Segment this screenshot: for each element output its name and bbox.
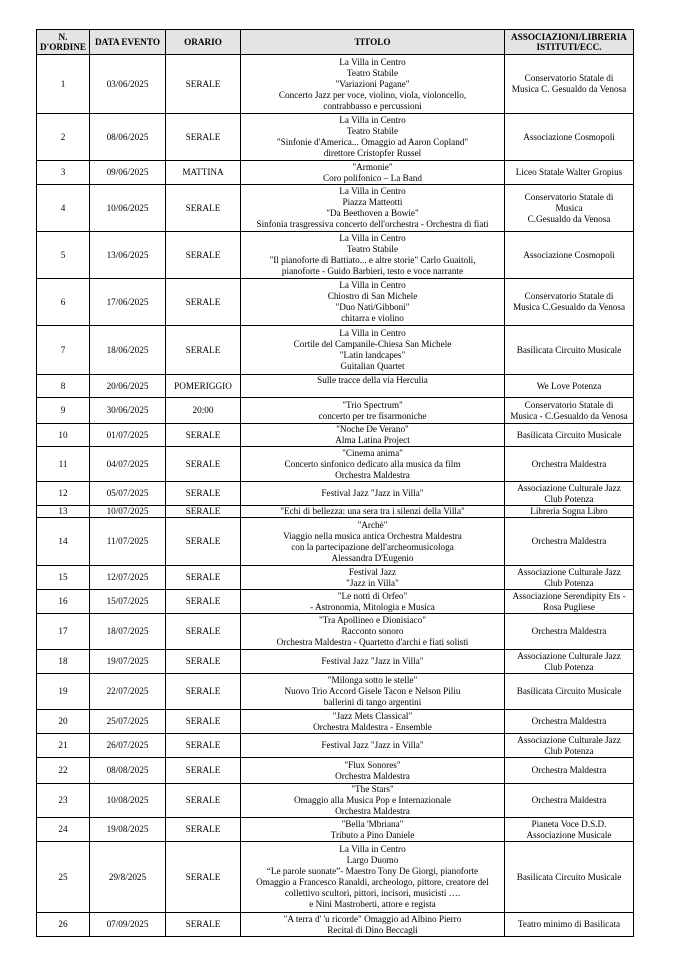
cell-date: 08/08/2025 [90,758,166,784]
cell-title [241,482,505,506]
table-row [37,398,634,424]
table-row [37,818,634,842]
title-line: Sinfonia trasgressiva concerto dell'orchestra - Orchestra di fiati [256,219,489,229]
cell-time: POMERIGGIO [166,375,241,398]
association-line: Conservatorio Statale di [524,191,614,202]
table-row [37,614,634,650]
table-row [37,650,634,674]
title-line: "Cinema anima" [342,447,403,458]
cell-date: 30/06/2025 [90,398,166,424]
title-line: La Villa in Centro [339,186,406,196]
association-line: Associazione Culturale Jazz [517,482,621,493]
association-line: Musica [555,202,583,213]
title-line: Chiostro di San Michele [327,291,418,301]
cell-order: 5 [37,232,90,279]
title-line: "Archè" [357,519,388,530]
cell-association [505,326,634,375]
cell-time: SERALE [166,818,241,842]
title-line: Orchestra Maldestra [335,469,410,480]
association-line: Associazione Culturale Jazz [517,734,621,745]
cell-title [241,566,505,590]
cell-association [505,734,634,758]
cell-association [505,842,634,913]
cell-title [241,447,505,482]
cell-time: SERALE [166,279,241,326]
cell-order: 9 [37,398,90,424]
cell-association [505,375,634,398]
cell-order: 4 [37,185,90,232]
cell-association [505,279,634,326]
cell-order: 21 [37,734,90,758]
cell-date: 03/06/2025 [90,55,166,114]
cell-title [241,650,505,674]
cell-date: 12/07/2025 [90,566,166,590]
table-row [37,161,634,185]
title-line: Orchestra Maldestra [335,770,410,781]
association-line: Teatro minimo di Basilicata [517,919,621,929]
cell-date: 19/08/2025 [90,818,166,842]
table-row [37,710,634,734]
header-time: ORARIO [166,30,241,55]
header-date: DATA EVENTO [90,30,166,55]
association-line: Associazione Serendipity Ets - [512,590,626,601]
cell-order: 19 [37,674,90,710]
cell-date: 01/07/2025 [90,424,166,447]
cell-association [505,758,634,784]
cell-time: SERALE [166,784,241,818]
title-line: chitarra e violino [341,313,404,323]
title-line: "Armonie" [352,161,393,172]
cell-order: 13 [37,506,90,518]
title-line: contrabbasso e percussioni [323,100,422,111]
title-line: "Echi di bellezza: una sera tra i silenzi della Villa" [280,506,465,516]
cell-time: SERALE [166,232,241,279]
table-row [37,114,634,161]
cell-title [241,734,505,758]
cell-order: 26 [37,913,90,937]
title-line: Cortile del Campanile-Chiesa San Michele [293,339,452,349]
cell-date: 15/07/2025 [90,590,166,614]
cell-time: SERALE [166,55,241,114]
cell-association [505,161,634,185]
title-line: Concerto sinfonico dedicato alla musica da film [284,458,461,469]
association-line: Libreria Sogna Libro [530,506,608,516]
association-line: Associazione Musicale [526,829,612,840]
cell-title [241,710,505,734]
cell-date: 10/07/2025 [90,506,166,518]
title-line: "Flux Sonores" [344,759,401,770]
cell-time: SERALE [166,326,241,375]
title-line: Festival Jazz "Jazz in Villa" [321,740,424,750]
cell-time: 20:00 [166,398,241,424]
cell-date: 07/09/2025 [90,913,166,937]
cell-time: SERALE [166,913,241,937]
association-line: Conservatorio Statale di [524,291,614,301]
cell-order: 14 [37,518,90,566]
title-line: "Da Beethoven a Bowie" [326,208,419,218]
cell-date: 10/08/2025 [90,784,166,818]
association-line: Pianeta Voce D.S.D. [531,818,607,829]
title-line: "Il pianoforte di Battiato... e altre storie" Carlo Guaitoli, [269,255,476,265]
header-order: N. D'ORDINE [37,30,90,55]
title-line: Largo Duomo [346,855,399,865]
cell-title [241,55,505,114]
association-line: Club Potenza [544,745,594,756]
title-line: "Variazioni Pagane" [335,78,410,89]
table-row [37,482,634,506]
cell-association [505,818,634,842]
cell-time: SERALE [166,114,241,161]
title-line: Racconto sonoro [341,626,404,636]
table-row [37,590,634,614]
title-line: collettivo scultori, pittori, incisori, musicisti …. [284,888,461,898]
title-line: Orchestra Maldestra - Quartetto d'archi e fiati solisti [276,637,469,647]
title-line: "Trio Spectrum" [342,399,403,410]
table-row [37,279,634,326]
cell-order: 7 [37,326,90,375]
cell-association [505,114,634,161]
title-line: "Noche De Verano" [336,424,409,434]
association-line: Associazione Cosmopoli [523,131,615,142]
cell-time: SERALE [166,185,241,232]
title-line: "Le notti di Orfeo" [337,590,408,601]
title-line: Viaggio nella musica antica Orchestra Maldestra [283,530,462,541]
cell-date: 18/06/2025 [90,326,166,375]
table-row [37,518,634,566]
cell-association [505,232,634,279]
cell-date: 19/07/2025 [90,650,166,674]
cell-time: SERALE [166,710,241,734]
title-line: Piazza Matteotti [342,197,403,207]
association-line: Associazione Culturale Jazz [517,566,621,577]
table-row [37,447,634,482]
title-line: Orchestra Maldestra [335,806,410,816]
cell-association [505,447,634,482]
title-line [242,386,503,397]
events-table [36,29,634,937]
title-line: direttore Cristopfer Russel [323,148,422,158]
title-line: ballerini di tango argentini [323,697,422,707]
cell-time: SERALE [166,518,241,566]
cell-time: SERALE [166,566,241,590]
title-line: Recital di Dino Beccagli [327,924,418,935]
title-line: "Latin landcapes" [339,350,406,360]
cell-order: 25 [37,842,90,913]
title-line: con la partecipazione dell'archeomusicologa [291,541,454,552]
cell-order: 23 [37,784,90,818]
association-line: Associazione Cosmopoli [523,249,615,260]
cell-title [241,842,505,913]
title-line: La Villa in Centro [339,844,406,854]
association-line: Conservatorio Statale di [524,399,614,410]
table-row [37,734,634,758]
cell-order: 16 [37,590,90,614]
cell-title [241,506,505,518]
cell-order: 12 [37,482,90,506]
cell-time: SERALE [166,506,241,518]
cell-time: SERALE [166,758,241,784]
cell-title [241,614,505,650]
cell-association [505,566,634,590]
cell-date: 18/07/2025 [90,614,166,650]
title-line: "Bella 'Mbriana" [341,818,404,829]
cell-association [505,913,634,937]
table-row [37,232,634,279]
title-line: "Duo Nati/Gibboni" [335,302,410,312]
cell-order: 24 [37,818,90,842]
table-body [37,55,634,937]
cell-date: 20/06/2025 [90,375,166,398]
cell-association [505,674,634,710]
title-line: "Milonga sotto le stelle" [327,675,418,685]
title-line: Teatro Stabile [346,244,399,254]
title-line: "Tra Apollineo e Dionisiaco" [319,615,426,625]
cell-title [241,185,505,232]
cell-time: SERALE [166,734,241,758]
cell-title [241,375,505,398]
title-line: La Villa in Centro [339,233,406,243]
cell-date: 05/07/2025 [90,482,166,506]
cell-title [241,232,505,279]
cell-association [505,518,634,566]
cell-date: 04/07/2025 [90,447,166,482]
cell-order: 15 [37,566,90,590]
cell-time: SERALE [166,674,241,710]
cell-order: 3 [37,161,90,185]
cell-association [505,650,634,674]
association-line: Club Potenza [544,493,594,504]
association-line: We Love Potenza [536,380,602,391]
cell-order: 22 [37,758,90,784]
cell-time: SERALE [166,650,241,674]
cell-order: 6 [37,279,90,326]
table-row [37,784,634,818]
title-line: La Villa in Centro [339,328,406,338]
title-line: pianoforte - Guido Barbieri, testo e voce narrante [281,266,464,276]
cell-title [241,758,505,784]
cell-time: SERALE [166,842,241,913]
association-line: Musica C.Gesualdo da Venosa [512,302,626,312]
cell-title [241,518,505,566]
table-row [37,506,634,518]
cell-time: SERALE [166,590,241,614]
cell-association [505,185,634,232]
cell-title [241,161,505,185]
cell-association [505,710,634,734]
table-header-row [37,30,634,55]
cell-title [241,913,505,937]
title-line: Concerto Jazz per voce, violino, viola, violoncello, [278,89,467,100]
title-line: Nuovo Trio Accord Gisele Tacon e Nelson Piliu [284,686,461,696]
cell-title [241,818,505,842]
table-row [37,375,634,398]
title-line: Guitalian Quartet [340,361,405,371]
title-line: La Villa in Centro [339,280,406,290]
title-line: "Sinfonie d'America... Omaggio ad Aaron Copland" [276,137,469,147]
association-line: Conservatorio Statale di [524,73,614,83]
table-row [37,566,634,590]
association-line: Basilicata Circuito Musicale [516,344,622,355]
cell-association [505,482,634,506]
association-line: Musica C. Gesualdo da Venosa [511,84,627,94]
title-line: Teatro Stabile [346,126,399,136]
cell-title [241,326,505,375]
table-row [37,326,634,375]
cell-order: 20 [37,710,90,734]
table-row [37,185,634,232]
association-line: C.Gesualdo da Venosa [527,213,611,224]
association-line: Rosa Pugliese [543,601,595,612]
title-line: "Jazz in Villa" [346,577,399,588]
title-line: - Astronomia, Mitologia e Musica [310,601,435,612]
title-line: Festival Jazz "Jazz in Villa" [321,656,424,666]
association-line: Orchestra Maldestra [531,458,607,469]
title-line: Teatro Stabile [346,67,399,78]
association-line: Orchestra Maldestra [531,626,607,636]
cell-title [241,398,505,424]
cell-association [505,614,634,650]
cell-date: 26/07/2025 [90,734,166,758]
header-title: TITOLO [241,30,505,55]
cell-order: 10 [37,424,90,447]
title-line: “Le parole suonate”- Maestro Tony De Giorgi, pianoforte [266,866,479,876]
title-line: concerto per tre fisarmoniche [318,410,427,421]
table-row [37,758,634,784]
cell-order: 18 [37,650,90,674]
cell-title [241,784,505,818]
title-line: e Ninì Mastroberti, attore e regista [309,899,436,909]
title-line: "Jazz Mets Classical" [332,710,413,721]
cell-date: 17/06/2025 [90,279,166,326]
title-line: Festival Jazz [348,566,397,577]
association-line: Club Potenza [544,661,594,672]
cell-time: MATTINA [166,161,241,185]
cell-time: SERALE [166,482,241,506]
title-line: Festival Jazz "Jazz in Villa" [321,488,424,498]
association-line: Associazione Culturale Jazz [517,650,621,661]
title-line: Omaggio alla Musica Pop e Internazionale [294,795,451,805]
cell-association [505,55,634,114]
cell-date: 09/06/2025 [90,161,166,185]
cell-date: 10/06/2025 [90,185,166,232]
header-association: ASSOCIAZIONI/LIBRERIA ISTITUTI/ECC. [505,30,634,55]
title-line: Sulle tracce della via Herculia [317,375,428,385]
cell-time: SERALE [166,424,241,447]
table-row [37,424,634,447]
title-line: "The Stars" [351,784,394,794]
cell-time: SERALE [166,614,241,650]
cell-association [505,424,634,447]
cell-title [241,279,505,326]
table-row [37,913,634,937]
cell-date: 11/07/2025 [90,518,166,566]
title-line: Orchestra Maldestra - Ensemble [313,721,432,732]
cell-association [505,590,634,614]
table-row [37,674,634,710]
cell-association [505,506,634,518]
association-line: Basilicata Circuito Musicale [516,686,622,696]
association-line: Orchestra Maldestra [531,765,607,775]
cell-title [241,590,505,614]
association-line: Basilicata Circuito Musicale [516,429,622,440]
association-line: Orchestra Maldestra [531,716,607,726]
table-row [37,55,634,114]
cell-date: 22/07/2025 [90,674,166,710]
cell-title [241,674,505,710]
title-line: Coro polifonico – La Band [322,172,422,183]
title-line: Alma Latina Project [335,435,410,445]
cell-order: 17 [37,614,90,650]
cell-order: 2 [37,114,90,161]
cell-order: 8 [37,375,90,398]
title-line: La Villa in Centro [339,115,406,125]
title-line: La Villa in Centro [339,56,406,67]
association-line: Orchestra Maldestra [531,536,607,546]
association-line: Orchestra Maldestra [531,795,607,805]
cell-date: 13/06/2025 [90,232,166,279]
cell-date: 29/8/2025 [90,842,166,913]
cell-association [505,398,634,424]
table-row [37,842,634,913]
cell-order: 11 [37,447,90,482]
association-line: Basilicata Circuito Musicale [516,871,622,882]
title-line: Tributo a Pino Daniele [330,829,415,840]
title-line: Alessandra D'Eugenio [331,552,414,563]
cell-date: 08/06/2025 [90,114,166,161]
title-line: "A terra d' 'u ricorde" Omaggio ad Albino Pierro [283,913,462,924]
association-line: Musica - C.Gesualdo da Venosa [510,410,628,421]
cell-association [505,784,634,818]
title-line: Omaggio a Francesco Ranaldi, archeologo, pittore, creatore del [256,877,489,887]
association-line: Liceo Statale Walter Gropius [515,167,623,177]
cell-title [241,424,505,447]
cell-title [241,114,505,161]
association-line: Club Potenza [544,577,594,588]
cell-time: SERALE [166,447,241,482]
cell-order: 1 [37,55,90,114]
cell-date: 25/07/2025 [90,710,166,734]
